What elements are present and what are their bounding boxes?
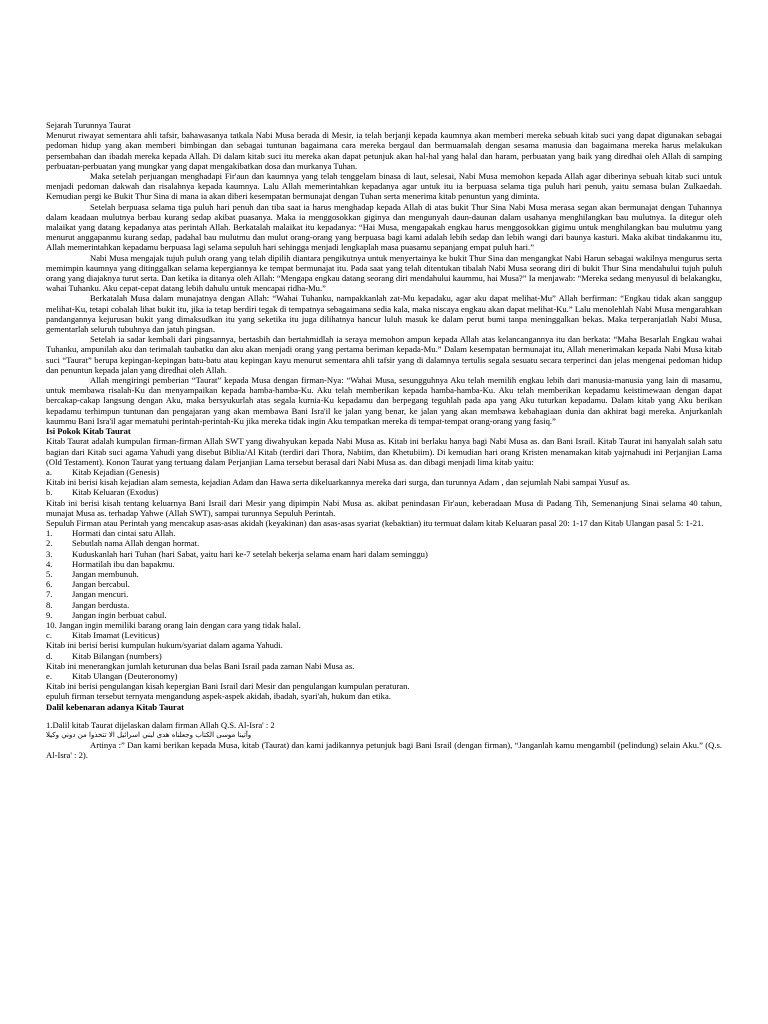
- commandment-number: 5.: [46, 568, 53, 579]
- commandment-number: 9.: [46, 609, 53, 620]
- book-label: d.: [46, 650, 53, 661]
- commandment-number: 6.: [46, 579, 53, 590]
- book-description: Sepuluh Firman atau Perintah yang mencakup asas-asas akidah (keyakinan) dan asas-asas syariat (kebaktian) itu termuat dalam kitab Keluaran pasal 20: 1-17 dan Kitab Ulangan pasal 5: 1-21.: [46, 517, 704, 528]
- document-title: Sejarah Turunnya Taurat: [46, 120, 131, 130]
- intro-paragraph: Setelah berpuasa selama tiga puluh hari penuh dan tiba saat ia harus menghadap kepada Allah di atas bukit Thur Sina Nabi Musa merasa segan akan bermunajat dengan Tuhannya dalam keadaan mulutnya berbau kurang sedap akibat puasanya. Maka ia menggosokkan giginya dan mengunyah daun-daunan dalam usahanya menghilangkan bau mulutnya. Ia ditegur oleh malaikat yang datang kepadanya atas perintah Allah. Berkatalah malaikat itu kepadanya: “Hai Musa, mengapakah engkau harus menggosokkan gigimu untuk menghilangkan bau mulutmu yang menurut anggapanmu kurang sedap, padahal bau mulutmu dan mulut orang-orang yang berpuasa bagi kami adalah lebih sedap dan lebih wangi dari baunya kasturi. Maka akibat tindakanmu itu, Allah memerintahkan kepadamu berpuasa lagi selama sepuluh hari sehingga menjadi lengkaplah masa puasamu sepanjang empat puluh hari.”: [46, 201, 722, 253]
- book-title: [46, 651, 722, 661]
- book-label: e.: [46, 670, 52, 681]
- commandment-item: [46, 600, 722, 610]
- intro-paragraph: Nabi Musa mengajak tujuh puluh orang yang telah dipilih diantara pengikutnya untuk menyertainya ke bukit Thur Sina dan mengangkat Nabi Harun sebagai wakilnya mengurus serta memimpin kaumnya yang ditinggalkan selama kepergiannya ke tempat bermunajat itu. Pada saat yang telah ditentukan tibalah Nabi Musa seorang diri di bukit Thur Sina mendahului tujuh puluh orang yang diajaknya turut serta. Dan ketika ia ditanya oleh Allah: “Mengapa engkau datang seorang diri mendahului kaummu, hai Musa?” Ia menjawab: “Mereka sedang menyusul di belakangku, wahai Tuhanku. Aku cepat-cepat datang lebih dahulu untuk mencapai ridha-Mu.”: [46, 252, 722, 294]
- book-description: Kitab ini berisi kisah tentang keluarnya Bani Israil dari Mesir yang dipimpin Nabi Musa as. akibat penindasan Fir'aun, keberadaan Musa di Padang Tih, Semenanjung Sinai selama 40 tahun, munajat Musa as. terhadap Yahwe (Allah SWT), sampai turunnya Sepuluh Perintah.: [46, 497, 722, 518]
- book-description: Kitab ini menerangkan jumlah keturunan dua belas Bani Israil pada zaman Nabi Musa as.: [46, 660, 355, 671]
- commandment-item: [46, 620, 722, 630]
- section-paragraph: Kitab Taurat adalah kumpulan firman-firman Allah SWT yang diwahyukan kepada Nabi Musa as. Kitab ini berlaku hanya bagi Nabi Musa as. dan Bani Israil. Kitab Taurat ini hanyalah salah satu bagian dari Kitab suci agama Yahudi yang disebut Biblia/Al Kitab (terdiri dari Thora, Nabiim, dan Khetubiim). Di kemudian hari orang Kristen menamakan kitab yajrnahudi ini Perjanjian Lama (Old Testament). Konon Taurat yang tertuang dalam Perjanjian Lama tersebut berasal dari Nabi Musa as. dan dibagi menjadi lima kitab yaitu:: [46, 436, 722, 467]
- commandment-text: Jangan ingin berbuat cabul.: [72, 609, 167, 620]
- intro-paragraph: Allah mengiringi pemberian “Taurat” kepada Musa dengan firman-Nya: “Wahai Musa, sesungguhnya Aku telah memilih engkau lebih dari manusia-manusia yang lain di masamu, untuk membawa risalah-Ku dan menyampaikan kepada hamba-hamba-Ku. Aku telah memberikan kepada hamba-hamba-Ku. Aku telah memberikan kepadamu keistimewaan dengan dapat bercakap-cakap langsung dengan Aku, maka bersyukurlah atas segala kurnia-Ku kepadamu dan berpegang teguhlah pada apa yang Aku tuturkan kepadamu. Dalam kitab yang Aku berikan kepadamu terhimpun tuntunan dan pengajaran yang akan membawa Bani Isra'il ke jalan yang benar, ke jalan yang akan membawa kebahagiaan dunia dan akhirat bagi mereka. Anjurkanlah kaummu Bani Isra'il agar mematuhi perintah-perintah-Ku jika mereka tidak ingin Aku tempatkan mereka di tempat-tempat orang-orang yang fasiq.”: [46, 375, 722, 426]
- book-title: [46, 467, 722, 477]
- commandment-number: 10.: [46, 619, 57, 630]
- intro-paragraph: Maka setelah perjuangan menghadapi Fir'aun dan kaumnya yang telah tenggelam binasa di laut, selesai, Nabi Musa memohon kepada Allah agar diberinya sebuah kitab suci untuk menjadi pedoman dakwah dan risalahnya kepada kaumnya. Lalu Allah memerintahkan kepadanya agar untuk itu ia berpuasa selama tiga puluh hari penuh, yaitu semasa bulan Zulkaedah. Kemudian pergi ke Bukit Thur Sina di mana ia akan diberi kesempatan bermunajat dengan Tuhan serta menerima kitab penuntun yang diminta.: [46, 171, 722, 202]
- commandment-text: Jangan bercabul.: [72, 579, 130, 590]
- document-page: [46, 120, 722, 761]
- commandment-item: [46, 538, 722, 548]
- commandment-text: Sebutlah nama Allah dengan hormat.: [72, 538, 200, 549]
- spacer: [46, 712, 722, 720]
- book-name: Kitab Imamat (Leviticus): [72, 630, 160, 641]
- commandment-text: Hormatilah ibu dan bapakmu.: [72, 558, 175, 569]
- intro-paragraph: Setelah ia sadar kembali dari pingsannya, bertasbih dan bertahmidlah ia seraya memohon ampun kepada Allah atas kelancangannya itu dan berkata: “Maha Besarlah Engkau wahai Tuhanku, ampunilah aku dan terimalah taubatku dan aku akan menjadi orang yang pertama beriman kepada-Mu.” Dalam kesempatan bermunajat itu, Allah menerimakan kepada Nabi Musa kitab suci “Taurat” berupa kepingan-kepingan batu-batu atau kepingan kayu menurut sementara ahli tafsir yang di dalamnya tertulis segala sesuatu secara terperinci dan jelas mengenai pedoman hidup dan penuntun kepada jalan yang diredhai oleh Allah.: [46, 334, 722, 375]
- commandment-text: Jangan membunuh.: [72, 568, 139, 579]
- book-description: Kitab ini berisi kisah kejadian alam semesta, kejadian Adam dan Hawa serta dikeluarkannya mereka dari surga, dan turunnya Adam , dan sejumlah Nabi sampai Yusuf as.: [46, 477, 630, 488]
- commandment-item: [46, 549, 722, 559]
- book-description: Kitab ini berisi pengulangan kisah kepergian Bani Israil dari Mesir dan pengulangan kumpulan peraturan.: [46, 681, 410, 692]
- commandment-number: 3.: [46, 548, 53, 559]
- commandment-number: 8.: [46, 599, 53, 610]
- commandment-text: Jangan mencuri.: [72, 589, 129, 600]
- dalil-item: 1.Dalil kitab Taurat dijelaskan dalam firman Allah Q.S. Al-Isra' : 2: [46, 719, 275, 730]
- commandment-text: Jangan ingin memiliki barang orang lain dengan cara yang tidak halal.: [58, 619, 301, 630]
- section-heading: Dalil kebenaran adanya Kitab Taurat: [46, 701, 185, 712]
- commandment-item: [46, 569, 722, 579]
- book-title: [46, 671, 722, 681]
- book-name: Kitab Kejadian (Genesis): [72, 466, 160, 477]
- commandment-number: 7.: [46, 589, 53, 600]
- commandment-text: Kuduskanlah hari Tuhan (hari Sabat, yaitu hari ke-7 setelah bekerja selama enam hari dalam seminggu): [72, 548, 428, 559]
- commandment-text: Jangan berdusta.: [72, 599, 130, 610]
- book-title: [46, 487, 722, 497]
- book-label: c.: [46, 630, 52, 641]
- book-title: [46, 630, 722, 640]
- commandment-item: [46, 528, 722, 538]
- book-name: Kitab Keluaran (Exodus): [72, 487, 159, 498]
- book-description: Kitab ini berisi berisi kumpulan hukum/syariat dalam agama Yahudi.: [46, 640, 283, 651]
- intro-paragraph: Menurut riwayat sementara ahli tafsir, bahawasanya tatkala Nabi Musa berada di Mesir, ia telah berjanji kepada kaumnya akan memberi mereka sebuah kitab suci yang dapat digunakan sebagai pedoman hidup yang akan memberi bimbingan dan sebagai tuntunan bagaimana cara mereka bergaul dan bermuamalah dengan sesama manusia dan bagaimana mereka harus melakukan persembahan dan ibadah mereka kepada Allah. Di dalam kitab suci itu mereka akan dapat petunjuk akan hal-hal yang halal dan haram, perbuatan yang baik yang diredhai oleh Allah di samping perbuatan-perbuatan yang mungkar yang dapat mengakibatkan dosa dan murkanya Tuhan.: [46, 130, 722, 171]
- section-heading: Isi Pokok Kitab Taurat: [46, 426, 131, 437]
- intro-paragraph: Berkatalah Musa dalam munajatnya dengan Allah: “Wahai Tuhanku, nampakkanlah zat-Mu kepadaku, agar aku dapat melihat-Mu” Allah berfirman: “Engkau tidak akan sanggup melihat-Ku, tetapi cobalah lihat bukit itu, jika ia tetap berdiri tegak di tempatnya sebagaimana sedia kala, maka niscaya engkau akan dapat melihat-Ku.” Lalu menolehlah Nabi Musa mengarahkan pandangannya kejurusan bukit yang dimaksudkan itu yang seketika itu juga dilihatnya hancur luluh masuk ke dalam perut bumi tanpa meninggalkan bekas. Maka terperanjatlah Nabi Musa, gementarlah seluruh tubuhnya dan jatuh pingsan.: [46, 293, 722, 335]
- commandment-item: [46, 559, 722, 569]
- commandment-text: Hormati dan cintai satu Allah.: [72, 528, 176, 539]
- commandment-number: 4.: [46, 558, 53, 569]
- book-description: epuluh firman tersebut ternyata mengandung aspek-aspek akidah, ibadah, syari'ah, hukum dan etika.: [46, 691, 391, 702]
- arabic-verse: وآتينا موسى الكتاب وجعلناه هدى لبني اسرائيل الا تتخذوا من دوني وكيلا: [46, 730, 252, 739]
- commandment-item: [46, 589, 722, 599]
- verse-translation: Artinya :” Dan kami berikan kepada Musa, kitab (Taurat) dan kami jadikannya petunjuk bagi Bani Israil (dengan firman), “Janganlah kamu mengambil (pelindung) selain Aku.” (Q.s. Al-Isra' : 2).: [46, 740, 722, 761]
- commandment-number: 2.: [46, 538, 53, 549]
- commandment-item: [46, 610, 722, 620]
- commandment-number: 1.: [46, 528, 53, 539]
- book-name: Kitab Ulangan (Deuteronomy): [72, 670, 178, 681]
- commandment-item: [46, 579, 722, 589]
- book-label: a.: [46, 466, 52, 477]
- book-label: b.: [46, 487, 53, 498]
- book-name: Kitab Bilangan (numbers): [72, 650, 162, 661]
